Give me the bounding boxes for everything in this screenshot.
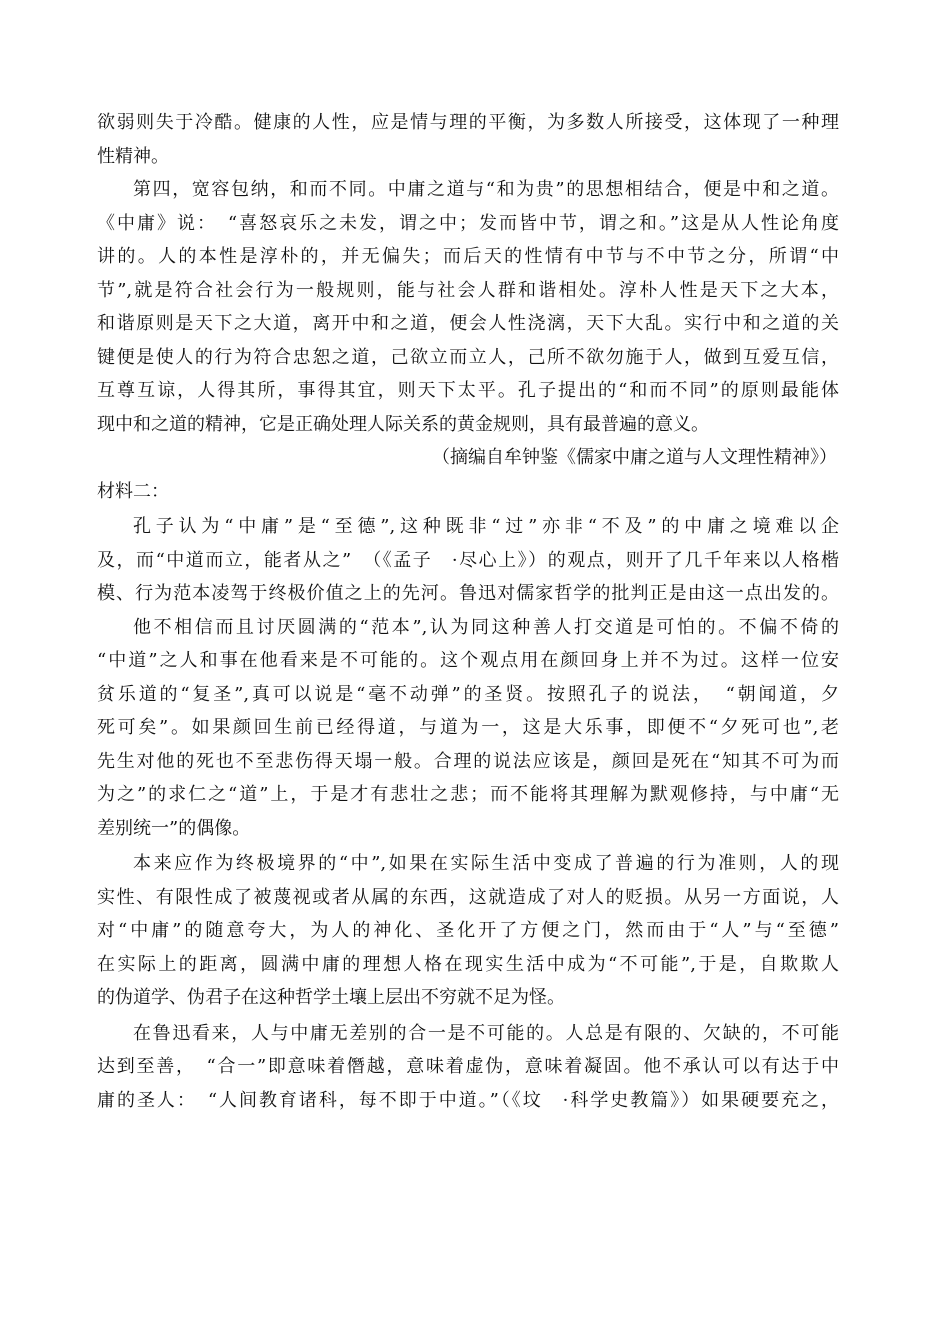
text-line: 差别统一”的偶像。 [97,817,251,839]
text-line: 实性、有限性成了被蔑视或者从属的东西，这就造成了对人的贬损。从另一方面说，人 [97,886,839,908]
text-line: 节”,就是符合社会行为一般规则，能与社会人群和谐相处。淳朴人性是天下之大本， [97,279,839,301]
text-line: 现中和之道的精神，它是正确处理人际关系的黄金规则，具有最普遍的意义。 [97,413,709,435]
text-line: 《中庸》说： “喜怒哀乐之未发，谓之中；发而皆中节，谓之和。”这是从人性论角度 [97,212,839,234]
text-line: 达到至善， “合一”即意味着僭越，意味着虚伪，意味着凝固。他不承认可以有达于中 [97,1056,839,1077]
text-line: 先生对他的死也不至悲伤得天塌一般。合理的说法应该是，颜回是死在“知其不可为而 [97,750,839,772]
text-line: 在实际上的距离，圆满中庸的理想人格在现实生活中成为“不可能”,于是，自欺欺人 [97,953,839,975]
paragraph-start-line: 第四，宽容包纳，和而不同。中庸之道与“和为贵”的思想相结合，便是中和之道。 [133,179,839,200]
paragraph-start-line: 在鲁迅看来，人与中庸无差别的合一是不可能的。人总是有限的、欠缺的，不可能 [133,1022,839,1044]
text-line: “中道”之人和事在他看来是不可能的。这个观点用在颜回身上并不为过。这样一位安 [97,650,839,671]
paragraph-start-line: 本来应作为终极境界的“中”,如果在实际生活中变成了普遍的行为准则，人的现 [133,853,839,874]
text-line: 性精神。 [97,145,169,167]
text-line: 互尊互谅，人得其所，事得其宜，则天下太平。孔子提出的“和而不同”的原则最能体 [97,380,839,401]
text-line: 欲弱则失于冷酷。健康的人性，应是情与理的平衡，为多数人所接受，这体现了一种理 [97,112,839,133]
source-citation: （摘编自牟钟鉴《儒家中庸之道与人文理性精神》） [432,447,837,468]
text-line: 为之”的求仁之“道”上，于是才有悲壮之悲；而不能将其理解为默观修持，与中庸“无 [97,784,839,805]
paragraph-start-line: 他不相信而且讨厌圆满的“范本”,认为同这种善人打交道是可怕的。不偏不倚的 [133,616,839,638]
text-line: 及，而“中道而立，能者从之” （《孟子 ·尽心上》）的观点，则开了几千年来以人格楷 [97,549,839,571]
text-line: 庸的圣人： “人间教育诸科，每不即于中道。”（《坟 ·科学史教篇》）如果硬要充之， [97,1089,839,1111]
paragraph-start-line: 孔子认为“中庸”是“至德”,这种既非“过”亦非“不及”的中庸之境难以企 [133,516,839,537]
text-line: 和谐原则是天下之大道，离开中和之道，便会人性浇漓，天下大乱。实行中和之道的关 [97,313,839,334]
document-page [97,106,839,1117]
section-heading: 材料二： [97,480,169,502]
text-line: 讲的。人的本性是淳朴的，并无偏失；而后天的性情有中节与不中节之分，所谓“中 [97,246,839,267]
text-line: 键便是使人的行为符合忠恕之道，己欲立而立人，己所不欲勿施于人，做到互爱互信， [97,346,839,368]
text-line: 贫乐道的“复圣”,真可以说是“毫不动弹”的圣贤。按照孔子的说法， “朝闻道，夕 [97,683,839,705]
text-line: 对“中庸”的随意夸大，为人的神化、圣化开了方便之门，然而由于“人”与“至德” [97,920,839,941]
text-line: 死可矣”。如果颜回生前已经得道，与道为一，这是大乐事，即便不“夕死可也”,老 [97,717,839,738]
text-line: 模、行为范本凌驾于终极价值之上的先河。鲁迅对儒家哲学的批判正是由这一点出发的。 [97,583,839,604]
text-line: 的伪道学、伪君子在这种哲学土壤上层出不穷就不足为怪。 [97,987,565,1008]
